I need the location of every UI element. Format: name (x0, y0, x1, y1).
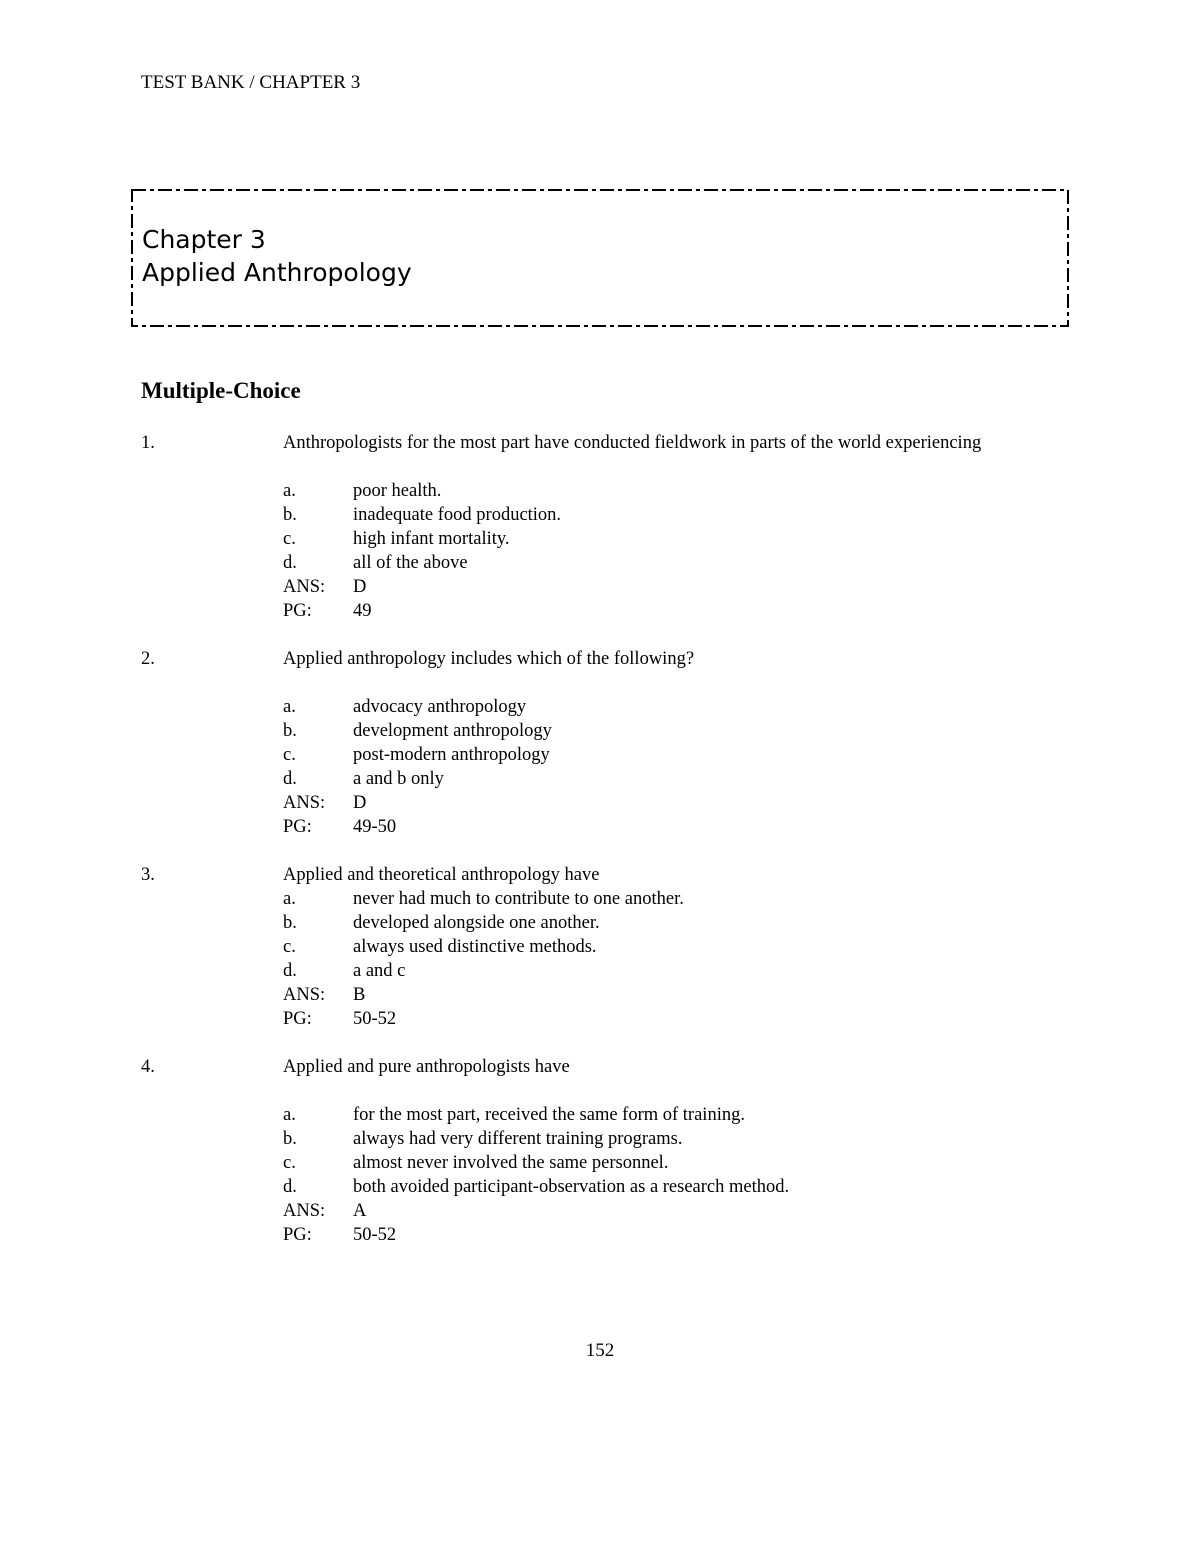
page-ref-row (283, 1007, 1041, 1031)
chapter-title-box (131, 189, 1069, 327)
answer-label: ANS: (283, 793, 326, 813)
option-a (283, 695, 1041, 719)
question-4 (141, 1055, 1041, 1247)
question-1 (141, 431, 1041, 623)
question-3 (141, 863, 1041, 1031)
chapter-name: Applied Anthropology (142, 258, 412, 287)
question-number: 2. (141, 649, 155, 669)
answer-row (283, 791, 1041, 815)
option-text: post-modern anthropology (353, 745, 550, 765)
option-text: a and c (353, 961, 406, 981)
answer-label: ANS: (283, 985, 326, 1005)
option-letter: a. (283, 697, 296, 717)
answer-value: D (353, 577, 367, 597)
option-letter: a. (283, 1105, 296, 1125)
option-a (283, 1103, 1041, 1127)
question-stem: Applied and pure anthropologists have (283, 1057, 570, 1077)
page-ref-row (283, 599, 1041, 623)
option-d (283, 551, 1041, 575)
option-b (283, 1127, 1041, 1151)
question-number: 1. (141, 433, 155, 453)
option-text: always used distinctive methods. (353, 937, 597, 957)
page-ref-value: 50-52 (353, 1009, 397, 1029)
option-letter: c. (283, 529, 296, 549)
answer-value: B (353, 985, 366, 1005)
page-ref-label: PG: (283, 1009, 312, 1029)
page-ref-value: 50-52 (353, 1225, 397, 1245)
option-letter: c. (283, 1153, 296, 1173)
page-ref-value: 49 (353, 601, 372, 621)
page-ref-label: PG: (283, 1225, 312, 1245)
option-letter: c. (283, 937, 296, 957)
option-letter: d. (283, 961, 297, 981)
chapter-heading (142, 223, 412, 289)
running-header: TEST BANK / CHAPTER 3 (141, 72, 361, 93)
option-letter: b. (283, 721, 297, 741)
option-a (283, 479, 1041, 503)
option-text: never had much to contribute to one another. (353, 889, 684, 909)
option-letter: c. (283, 745, 296, 765)
option-text: both avoided participant-observation as a research method. (353, 1177, 790, 1197)
option-letter: a. (283, 889, 296, 909)
option-a (283, 887, 1041, 911)
option-text: a and b only (353, 769, 444, 789)
option-text: almost never involved the same personnel. (353, 1153, 669, 1173)
page-number: 152 (585, 1340, 615, 1361)
question-number: 3. (141, 865, 155, 885)
question-2 (141, 647, 1041, 839)
option-text: development anthropology (353, 721, 552, 741)
section-heading: Multiple-Choice (141, 378, 301, 403)
option-letter: b. (283, 1129, 297, 1149)
question-number: 4. (141, 1057, 155, 1077)
option-text: high infant mortality. (353, 529, 510, 549)
option-letter: b. (283, 505, 297, 525)
option-b (283, 503, 1041, 527)
option-c (283, 935, 1041, 959)
option-letter: b. (283, 913, 297, 933)
question-list (141, 431, 1041, 1271)
option-text: for the most part, received the same form of training. (353, 1105, 745, 1125)
answer-row (283, 575, 1041, 599)
option-d (283, 1175, 1041, 1199)
option-b (283, 911, 1041, 935)
option-c (283, 527, 1041, 551)
chapter-number: Chapter 3 (142, 225, 266, 254)
option-text: inadequate food production. (353, 505, 562, 525)
option-c (283, 1151, 1041, 1175)
answer-row (283, 983, 1041, 1007)
answer-value: A (353, 1201, 367, 1221)
question-stem: Applied anthropology includes which of the following? (283, 649, 695, 669)
page-ref-row (283, 815, 1041, 839)
option-b (283, 719, 1041, 743)
question-stem: Applied and theoretical anthropology have (283, 865, 600, 885)
page-ref-value: 49-50 (353, 817, 397, 837)
page-ref-label: PG: (283, 601, 312, 621)
option-d (283, 767, 1041, 791)
option-text: advocacy anthropology (353, 697, 527, 717)
option-text: all of the above (353, 553, 468, 573)
option-text: poor health. (353, 481, 442, 501)
answer-label: ANS: (283, 1201, 326, 1221)
page-ref-label: PG: (283, 817, 312, 837)
answer-row (283, 1199, 1041, 1223)
answer-label: ANS: (283, 577, 326, 597)
answer-value: D (353, 793, 367, 813)
option-letter: a. (283, 481, 296, 501)
option-letter: d. (283, 1177, 297, 1197)
option-text: always had very different training programs. (353, 1129, 683, 1149)
option-letter: d. (283, 769, 297, 789)
option-d (283, 959, 1041, 983)
question-stem: Anthropologists for the most part have conducted fieldwork in parts of the world experiencing (283, 433, 982, 453)
option-text: developed alongside one another. (353, 913, 600, 933)
option-c (283, 743, 1041, 767)
page-ref-row (283, 1223, 1041, 1247)
option-letter: d. (283, 553, 297, 573)
